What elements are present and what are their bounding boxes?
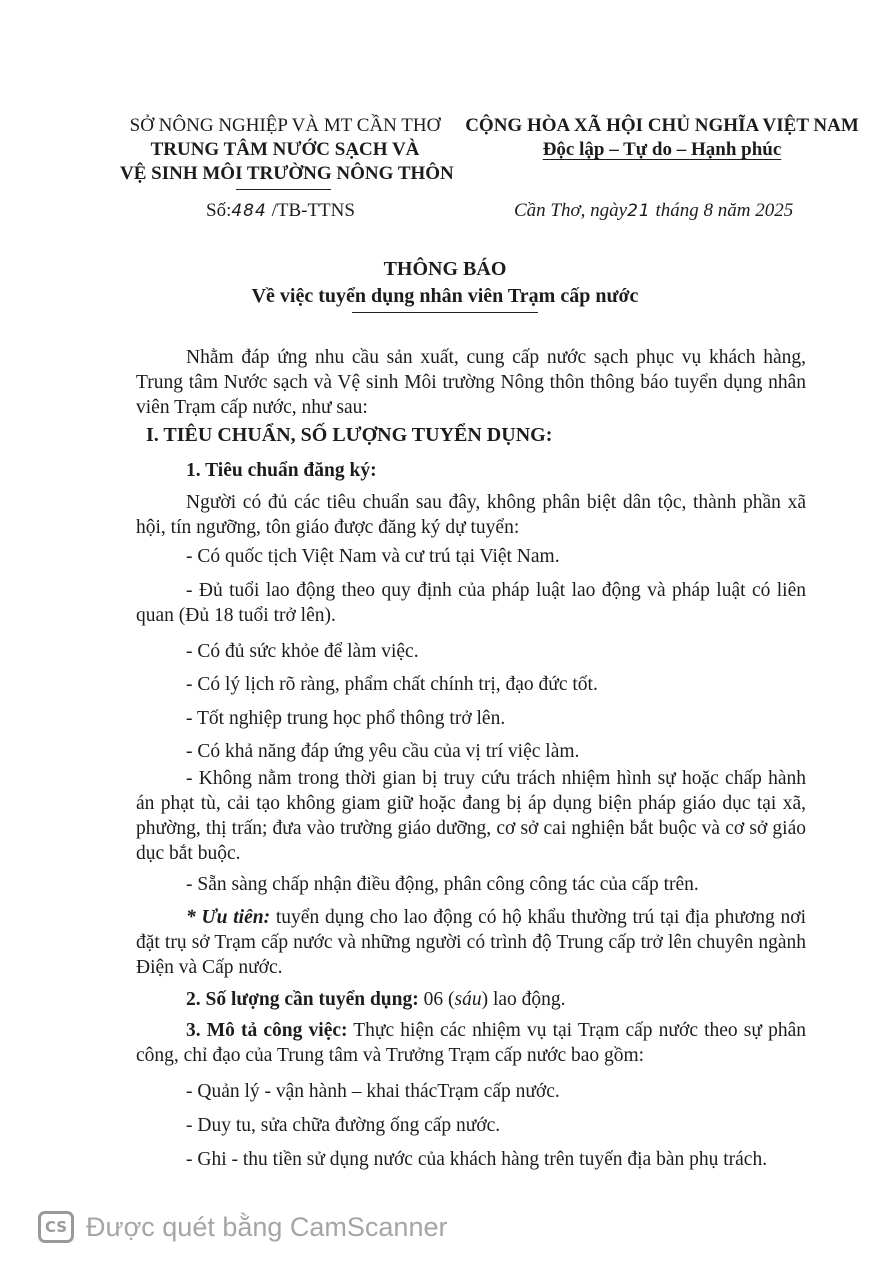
national-name: CỘNG HÒA XÃ HỘI CHỦ NGHĨA VIỆT NAM [465, 115, 859, 136]
unit-name-line1: TRUNG TÂM NƯỚC SẠCH VÀ [150, 139, 420, 160]
date-suffix: tháng 8 năm 2025 [650, 200, 794, 221]
section-1-heading: I. TIÊU CHUẨN, SỐ LƯỢNG TUYỂN DỤNG: [146, 424, 553, 446]
left-header-rule [236, 189, 331, 190]
job-description-paragraph [136, 1018, 806, 1068]
criteria-item: - Sẵn sàng chấp nhận điều động, phân công công tác của cấp trên. [186, 874, 699, 895]
agency-name: SỞ NÔNG NGHIỆP VÀ MT CẦN THƠ [129, 115, 441, 136]
camscanner-logo-icon: CS [38, 1211, 74, 1243]
issue-date [514, 199, 793, 223]
motto-text: Độc lập – Tự do – Hạnh phúc [542, 139, 782, 160]
quantity-value: 06 ( [418, 989, 455, 1010]
document-body [136, 345, 806, 1175]
national-motto [462, 138, 862, 162]
quantity-word: sáu [454, 989, 482, 1010]
sub-heading-1: 1. Tiêu chuẩn đăng ký: [186, 460, 377, 481]
quantity-paragraph [136, 987, 806, 1012]
job-description-text: Thực hiện các nhiệm vụ tại Trạm cấp nước theo sự phân công, chỉ đạo của Trung tâm và Trưởng Trạm cấp nước bao gồm: [136, 1020, 806, 1066]
quantity-tail: ) lao động. [481, 989, 566, 1010]
header-left [120, 114, 454, 186]
unit-name-line2: VỆ SINH MÔI TRƯỜNG NÔNG THÔN [120, 163, 454, 184]
date-day-handwritten: 21 [627, 201, 651, 221]
camscanner-watermark [38, 1211, 447, 1243]
number-prefix: Số: [206, 200, 232, 221]
criteria-item: - Tốt nghiệp trung học phổ thông trở lên. [186, 708, 506, 729]
criteria-item: - Có đủ sức khỏe để làm việc. [186, 641, 419, 662]
subtitle-rule [352, 312, 538, 313]
document-number [206, 199, 355, 223]
job-description-label: 3. Mô tả công việc: [186, 1020, 348, 1041]
intro-paragraph: Nhằm đáp ứng nhu cầu sản xuất, cung cấp nước sạch phục vụ khách hàng, Trung tâm Nước sạch và Vệ sinh Môi trường Nông thôn thông báo tuyển dụng nhân viên Trạm cấp nước, như sau: [136, 347, 806, 418]
priority-paragraph [136, 905, 806, 980]
document-subtitle: Về việc tuyển dụng nhân viên Trạm cấp nước [251, 285, 639, 307]
priority-label: * Ưu tiên: [186, 907, 271, 928]
duty-item: - Ghi - thu tiền sử dụng nước của khách hàng trên tuyến địa bàn phụ trách. [186, 1149, 768, 1170]
criteria-item: - Có lý lịch rõ ràng, phẩm chất chính trị, đạo đức tốt. [186, 674, 598, 695]
priority-text: tuyển dụng cho lao động có hộ khẩu thường trú tại địa phương nơi đặt trụ sở Trạm cấp nước và những người có trình độ Trung cấp trở lên chuyên ngành Điện và Cấp nước. [136, 907, 806, 978]
quantity-label: 2. Số lượng cần tuyển dụng: [186, 989, 419, 1010]
criteria-item: - Không nằm trong thời gian bị truy cứu trách nhiệm hình sự hoặc chấp hành án phạt tù, cải tạo không giam giữ hoặc đang bị áp dụng biện pháp giáo dục tại xã, phường, thị trấn; đưa vào trường giáo dưỡng, cơ sở cai nghiện bắt buộc và cơ sở giáo dục bắt buộc. [136, 768, 806, 864]
duty-item: - Duy tu, sửa chữa đường ống cấp nước. [186, 1115, 501, 1136]
number-suffix: /TB-TTNS [266, 200, 355, 221]
criteria-item: - Có khả năng đáp ứng yêu cầu của vị trí việc làm. [186, 741, 580, 762]
criteria-item: - Có quốc tịch Việt Nam và cư trú tại Việt Nam. [186, 546, 560, 567]
number-handwritten: 484 [231, 201, 267, 221]
document-title: THÔNG BÁO [383, 258, 507, 280]
date-prefix: Cần Thơ, ngày [514, 200, 628, 221]
watermark-text: Được quét bằng CamScanner [86, 1211, 448, 1242]
criteria-intro: Người có đủ các tiêu chuẩn sau đây, không phân biệt dân tộc, thành phần xã hội, tín ngưỡng, tôn giáo được đăng ký dự tuyển: [136, 492, 806, 538]
duty-item: - Quản lý - vận hành – khai thácTrạm cấp nước. [186, 1081, 560, 1102]
criteria-item: - Đủ tuổi lao động theo quy định của pháp luật lao động và pháp luật có liên quan (Đủ 18 tuổi trở lên). [136, 580, 806, 626]
